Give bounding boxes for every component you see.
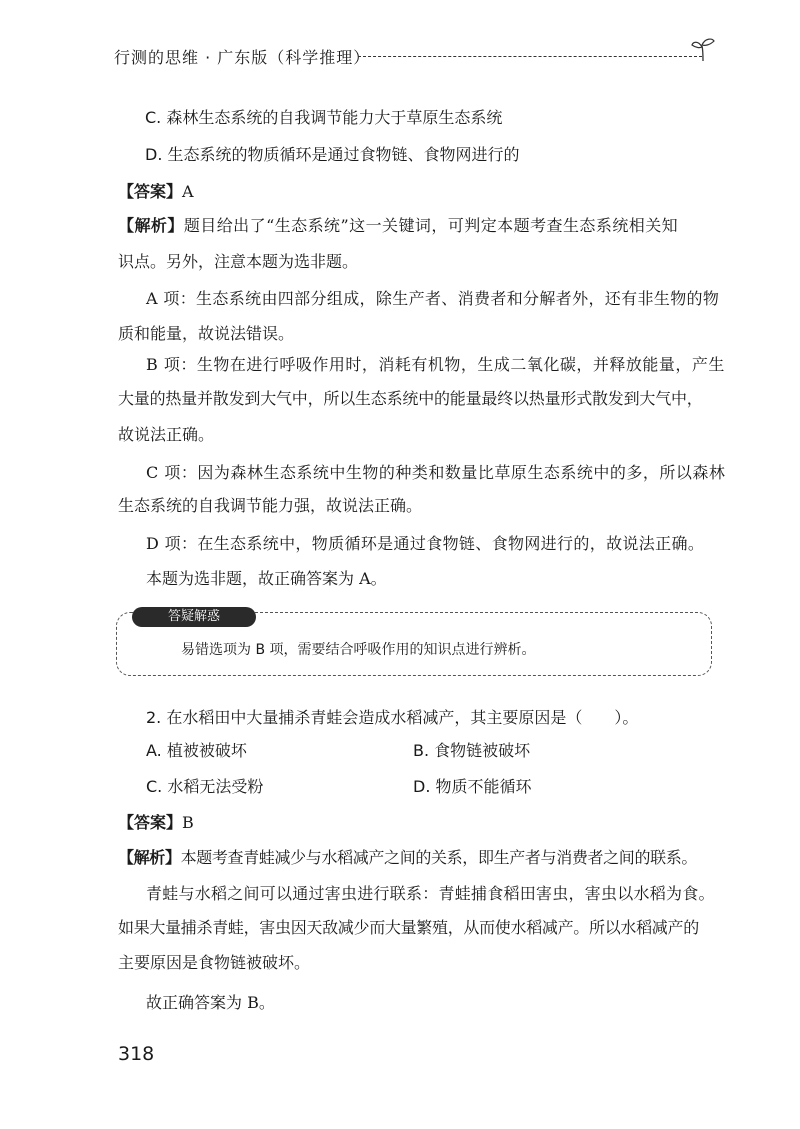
page-number: 318: [118, 1043, 155, 1065]
q1-analysis-line-7: C 项：因为森林生态系统中生物的种类和数量比草原生态系统中的多，所以森林: [146, 463, 726, 482]
header-title: 行测的思维 · 广东版（科学推理）: [114, 48, 371, 67]
tip-badge: 答疑解惑: [132, 607, 256, 627]
q1-analysis-line-2: A 项：生态系统由四部分组成，除生产者、消费者和分解者外，还有非生物的物: [146, 289, 720, 308]
q2-option-a: A. 植被被破坏: [146, 741, 247, 760]
q1-answer: [118, 182, 194, 202]
q2-analysis-line-1: 青蛙与水稻之间可以通过害虫进行联系：青蛙捕食稻田害虫，害虫以水稻为食。: [146, 884, 715, 903]
running-header: [114, 36, 714, 70]
q2-analysis-line-4: 故正确答案为 B。: [146, 993, 275, 1012]
q2-option-c: C. 水稻无法受粉: [146, 777, 264, 796]
q2-analysis-line-2: 如果大量捕杀青蛙，害虫因天敌减少而大量繁殖，从而使水稻减产。所以水稻减产的: [118, 918, 699, 937]
q1-option-c: C. 森林生态系统的自我调节能力大于草原生态系统: [145, 108, 503, 127]
q2-option-b: B. 食物链被破坏: [413, 741, 531, 760]
q2-analysis-line-0: [118, 848, 697, 868]
q2-analysis-label: 【解析】: [118, 848, 181, 867]
q2-analysis-line-3: 主要原因是食物链被破坏。: [118, 953, 311, 972]
q2-option-d: D. 物质不能循环: [413, 777, 532, 796]
q1-analysis-label: 【解析】: [118, 216, 184, 235]
q1-analysis-line-4: B 项：生物在进行呼吸作用时，消耗有机物，生成二氧化碳，并释放能量，产生: [146, 355, 725, 374]
q1-analysis-line-9: D 项：在生态系统中，物质循环是通过食物链、食物网进行的，故说法正确。: [146, 534, 705, 553]
q1-analysis-text: 题目给出了“生态系统”这一关键词，可判定本题考查生态系统相关知: [183, 216, 679, 235]
q1-analysis-line-1: 识点。另外，注意本题为选非题。: [118, 252, 359, 271]
q2-answer-label: 【答案】: [118, 813, 183, 832]
q1-analysis-line-8: 生态系统的自我调节能力强，故说法正确。: [118, 496, 423, 515]
sprout-icon: [690, 36, 716, 62]
q2-answer: [118, 813, 194, 833]
q1-answer-value: A: [182, 182, 194, 201]
q1-analysis-line-6: 故说法正确。: [118, 425, 215, 444]
q1-analysis-line-0: [118, 216, 678, 236]
q1-answer-label: 【答案】: [118, 182, 183, 201]
q1-analysis-line-5: 大量的热量并散发到大气中，所以生态系统中的能量最终以热量形式散发到大气中，: [118, 389, 703, 408]
tip-text: 易错选项为 B 项，需要结合呼吸作用的知识点进行辨析。: [181, 642, 536, 658]
header-rule: [358, 56, 702, 57]
q2-analysis-text: 本题考查青蛙减少与水稻减产之间的关系，即生产者与消费者之间的联系。: [180, 848, 698, 867]
q1-option-d: D. 生态系统的物质循环是通过食物链、食物网进行的: [145, 145, 520, 164]
q1-analysis-line-10: 本题为选非题，故正确答案为 A。: [146, 569, 387, 588]
q2-answer-value: B: [182, 813, 194, 832]
q2-stem: 2. 在水稻田中大量捕杀青蛙会造成水稻减产，其主要原因是（ ）。: [146, 708, 639, 727]
q1-analysis-line-3: 质和能量，故说法错误。: [118, 324, 295, 343]
